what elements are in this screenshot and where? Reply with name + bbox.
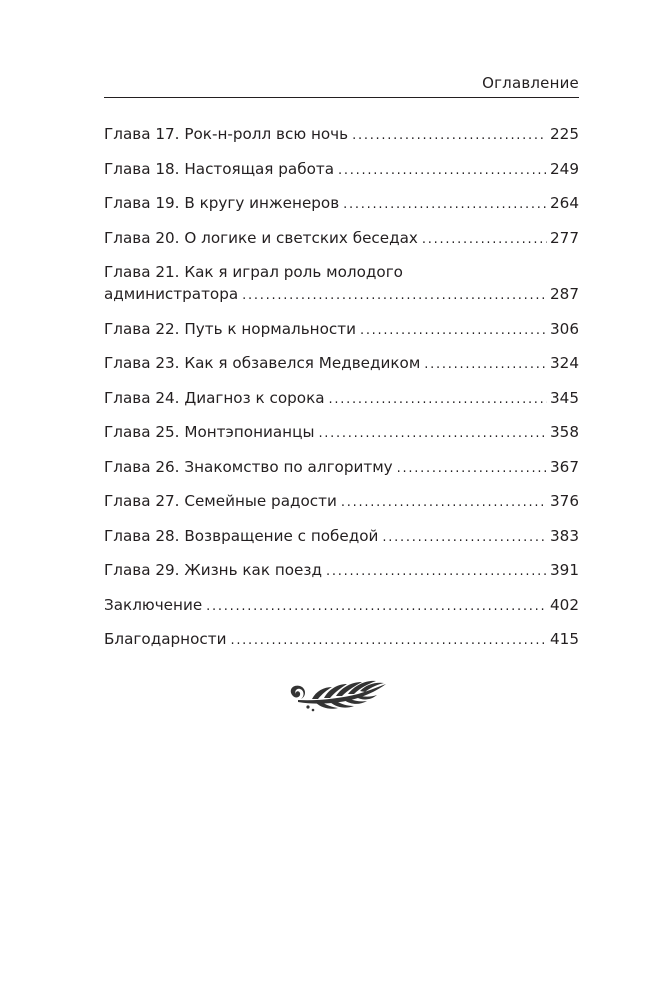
toc-entry-title: Глава 27. Семейные радости [104,492,337,510]
toc-entry-chapter-26[interactable] [104,456,579,480]
toc-entry-page: 249 [550,159,579,178]
toc-entry-chapter-29[interactable] [104,559,579,583]
toc-entry-acknowledgements[interactable] [104,628,579,652]
toc-entry-chapter-28[interactable] [104,525,579,549]
toc-leader-dots [424,354,547,376]
toc-leader-dots [343,194,547,216]
toc-leader-dots [352,125,547,147]
running-head-title: Оглавление [482,74,579,92]
toc-entry-title: Глава 25. Монтэпонианцы [104,423,315,441]
toc-leader-dots [338,160,547,182]
toc-entry-chapter-18[interactable] [104,158,579,182]
toc-leader-dots [242,285,547,307]
toc-entry-page: 345 [550,388,579,407]
toc-entry-title-line2: администратора [104,285,239,303]
toc-entry-chapter-17[interactable] [104,123,579,147]
toc-entry-page: 324 [550,354,579,372]
toc-entry-chapter-23[interactable] [104,352,579,376]
toc-entry-title: Заключение [104,595,203,614]
toc-leader-dots [230,630,547,652]
toc-entry-page: 383 [550,526,579,545]
toc-entry-chapter-19[interactable] [104,192,579,216]
toc-entry-title: Глава 28. Возвращение с победой [104,526,379,545]
toc-entry-page: 277 [550,228,579,247]
toc-leader-dots [329,389,547,411]
toc-entry-title: Глава 17. Рок-н-ролл всю ночь [104,125,349,143]
toc-entry-page: 415 [550,630,579,648]
toc-entry-title: Глава 29. Жизнь как поезд [104,561,322,579]
toc-leader-dots [318,423,547,445]
toc-entry-page: 287 [550,285,579,303]
toc-entry-chapter-21[interactable] [104,261,579,307]
toc-entry-title: Глава 26. Знакомство по алгоритму [104,457,393,476]
toc-entry-title: Глава 24. Диагноз к сорока [104,388,325,407]
toc-leader-dots [326,561,547,583]
toc-leader-dots [397,458,547,480]
toc-entry-title-line1: Глава 21. Как я играл роль молодого [104,263,403,281]
toc-entry-chapter-27[interactable] [104,490,579,514]
toc-entry-title: Глава 19. В кругу инженеров [104,194,340,212]
toc-leader-dots [341,492,547,514]
toc-entry-chapter-24[interactable] [104,387,579,411]
table-of-contents [104,123,579,663]
toc-leader-dots [382,527,547,549]
toc-entry-page: 391 [550,561,579,579]
toc-entry-title: Глава 18. Настоящая работа [104,159,335,178]
toc-entry-page: 402 [550,595,579,614]
toc-entry-page: 376 [550,492,579,510]
toc-entry-title: Благодарности [104,630,227,648]
toc-entry-conclusion[interactable] [104,594,579,618]
toc-entry-page: 358 [550,423,579,441]
toc-leader-dots [206,596,547,618]
toc-entry-line2 [104,283,579,307]
toc-entry-chapter-22[interactable] [104,318,579,342]
feather-vignette-icon [286,674,390,714]
toc-entry-page: 367 [550,457,579,476]
header-rule [104,97,579,98]
toc-entry-chapter-25[interactable] [104,421,579,445]
toc-leader-dots [422,229,547,251]
toc-entry-page: 306 [550,319,579,338]
toc-entry-page: 264 [550,194,579,212]
toc-entry-page: 225 [550,125,579,143]
toc-entry-title: Глава 22. Путь к нормальности [104,319,356,338]
toc-entry-chapter-20[interactable] [104,227,579,251]
toc-entry-title: Глава 23. Как я обзавелся Медведиком [104,354,421,372]
toc-entry-title: Глава 20. О логике и светских беседах [104,228,418,247]
toc-leader-dots [360,320,547,342]
